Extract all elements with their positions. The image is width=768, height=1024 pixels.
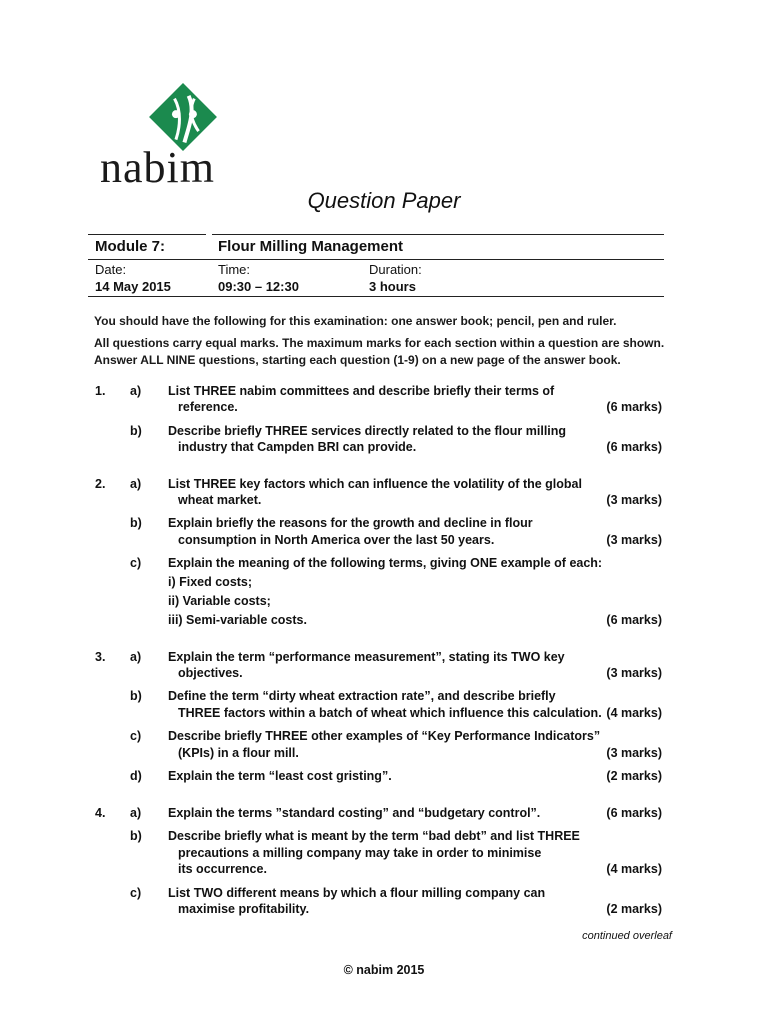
time-value: 09:30 – 12:30 — [218, 279, 299, 294]
question-text: Describe briefly THREE services directly related to the flour milling — [168, 424, 567, 438]
module-label: Module 7: — [95, 238, 165, 255]
sub-item: ii) Variable costs; — [168, 594, 271, 608]
marks-label: (3 marks) — [606, 746, 662, 760]
marks-label: (3 marks) — [606, 666, 662, 680]
question-text: wheat market. — [178, 493, 262, 507]
question-text: Describe briefly what is meant by the term “bad debt” and list THREE — [168, 829, 580, 843]
instruction-line: All questions carry equal marks. The maximum marks for each section within a question are shown. — [94, 336, 665, 350]
part-label: c) — [130, 729, 142, 743]
part-label: a) — [130, 806, 142, 820]
continued-note: continued overleaf — [582, 930, 672, 942]
part-label: b) — [130, 516, 142, 530]
time-label: Time: — [218, 262, 251, 277]
question-text: THREE factors within a batch of wheat which influence this calculation. — [178, 706, 602, 720]
question-text: Explain the term “performance measurement”, stating its TWO key — [168, 650, 565, 664]
question-text: precautions a milling company may take in order to minimise — [178, 846, 542, 860]
part-label: b) — [130, 424, 142, 438]
sub-item: i) Fixed costs; — [168, 575, 253, 589]
question-number: 2. — [95, 477, 106, 491]
part-label: d) — [130, 769, 142, 783]
question-text: Explain the meaning of the following terms, giving ONE example of each: — [168, 556, 603, 570]
header-rule — [88, 234, 206, 235]
header-rule — [88, 296, 664, 297]
question-text: Explain briefly the reasons for the growth and decline in flour — [168, 516, 533, 530]
question-text: objectives. — [178, 666, 243, 680]
question-number: 1. — [95, 384, 106, 398]
date-value: 14 May 2015 — [95, 279, 171, 294]
part-label: a) — [130, 477, 142, 491]
part-label: a) — [130, 384, 142, 398]
header-rule — [212, 234, 664, 235]
marks-label: (2 marks) — [606, 902, 662, 916]
question-text: List TWO different means by which a flour milling company can — [168, 886, 546, 900]
marks-label: (4 marks) — [606, 706, 662, 720]
marks-label: (6 marks) — [606, 440, 662, 454]
question-text: Define the term “dirty wheat extraction rate”, and describe briefly — [168, 689, 556, 703]
question-text: List THREE nabim committees and describe briefly their terms of — [168, 384, 555, 398]
marks-label: (2 marks) — [606, 769, 662, 783]
question-text: Explain the term “least cost gristing”. — [168, 769, 392, 783]
part-label: b) — [130, 829, 142, 843]
marks-label: (4 marks) — [606, 862, 662, 876]
marks-label: (3 marks) — [606, 533, 662, 547]
question-text: Explain the terms ”standard costing” and “budgetary control”. — [168, 806, 541, 820]
instruction-line: Answer ALL NINE questions, starting each question (1-9) on a new page of the answer book. — [94, 353, 621, 367]
question-number: 4. — [95, 806, 106, 820]
duration-value: 3 hours — [369, 279, 416, 294]
marks-label: (6 marks) — [606, 806, 662, 820]
copyright-footer: © nabim 2015 — [343, 963, 425, 977]
logo-wordmark: nabim — [100, 143, 215, 192]
question-text: Describe briefly THREE other examples of “Key Performance Indicators” — [168, 729, 601, 743]
page-title: Question Paper — [307, 188, 461, 213]
module-name: Flour Milling Management — [218, 238, 404, 255]
marks-label: (6 marks) — [606, 400, 662, 414]
sub-item: iii) Semi-variable costs. — [168, 613, 307, 627]
instruction-line: You should have the following for this examination: one answer book; pencil, pen and ruler. — [94, 314, 617, 328]
part-label: c) — [130, 556, 142, 570]
question-text: consumption in North America over the last 50 years. — [178, 533, 495, 547]
question-text: its occurrence. — [178, 862, 267, 876]
date-label: Date: — [95, 262, 127, 277]
marks-label: (6 marks) — [606, 613, 662, 627]
marks-label: (3 marks) — [606, 493, 662, 507]
question-text: industry that Campden BRI can provide. — [178, 440, 417, 454]
header-rule — [88, 259, 664, 260]
question-number: 3. — [95, 650, 106, 664]
nabim-logo — [100, 80, 250, 190]
part-label: a) — [130, 650, 142, 664]
part-label: b) — [130, 689, 142, 703]
question-text: (KPIs) in a flour mill. — [178, 746, 299, 760]
question-text: maximise profitability. — [178, 902, 310, 916]
question-text: List THREE key factors which can influence the volatility of the global — [168, 477, 582, 491]
question-text: reference. — [178, 400, 238, 414]
duration-label: Duration: — [369, 262, 422, 277]
part-label: c) — [130, 886, 142, 900]
